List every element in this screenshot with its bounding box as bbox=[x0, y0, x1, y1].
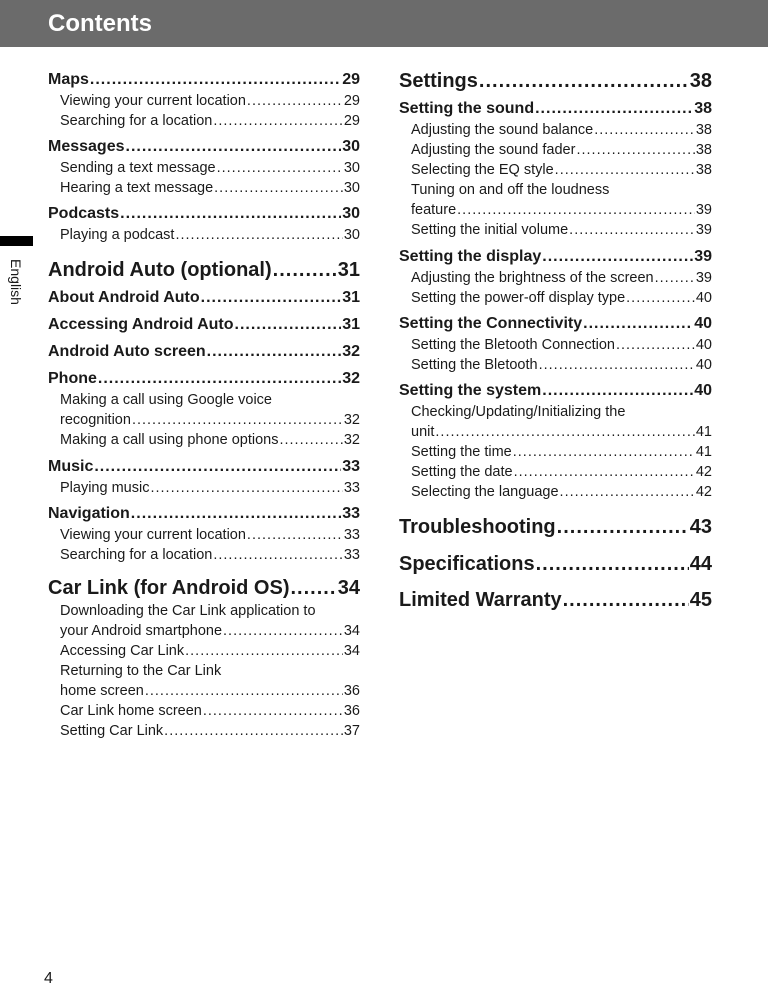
toc-entry-phone-voice-line1: Making a call using Google voice bbox=[60, 392, 272, 408]
toc-entry-display-brightness[interactable]: Adjusting the brightness of the screen ..... 39 bbox=[399, 268, 712, 288]
toc-entry-phone[interactable]: Phone ..... 32 bbox=[48, 369, 360, 389]
toc-entry-podcasts-playing[interactable]: Playing a podcast ..... 30 bbox=[48, 225, 360, 245]
page-title: Contents bbox=[48, 10, 152, 37]
toc-section-limited-warranty[interactable]: Limited Warranty ..... 45 bbox=[399, 587, 712, 613]
toc-entry-messages[interactable]: Messages ..... 30 bbox=[48, 137, 360, 157]
toc-section-car-link[interactable]: Car Link (for Android OS) ..... 34 bbox=[48, 575, 360, 601]
toc-entry-system-unit[interactable]: unit ..... 41 bbox=[399, 422, 712, 442]
toc-entry-carlink-returning[interactable]: home screen ..... 36 bbox=[48, 681, 360, 701]
toc-entry-maps-searching-location[interactable]: Searching for a location ..... 29 bbox=[48, 111, 360, 131]
toc-section-troubleshooting[interactable]: Troubleshooting ..... 43 bbox=[399, 514, 712, 540]
toc-entry-accessing-android-auto[interactable]: Accessing Android Auto ..... 31 bbox=[48, 315, 360, 335]
toc-entry-sound-eq[interactable]: Selecting the EQ style ..... 38 bbox=[399, 160, 712, 180]
toc-entry-sound-initial-volume[interactable]: Setting the initial volume ..... 39 bbox=[399, 220, 712, 240]
toc-entry-messages-sending[interactable]: Sending a text message ..... 30 bbox=[48, 158, 360, 178]
toc-entry-system-unit-line1: Checking/Updating/Initializing the bbox=[411, 404, 626, 420]
toc-entry-maps[interactable]: Maps ..... 29 bbox=[48, 70, 360, 90]
toc-entry-messages-hearing[interactable]: Hearing a text message ..... 30 bbox=[48, 178, 360, 198]
toc-entry-android-auto-screen[interactable]: Android Auto screen ..... 32 bbox=[48, 342, 360, 362]
page-header bbox=[0, 0, 768, 47]
toc-entry-phone-options[interactable]: Making a call using phone options ..... 32 bbox=[48, 430, 360, 450]
toc-entry-connectivity-bletooth[interactable]: Setting the Bletooth ..... 40 bbox=[399, 355, 712, 375]
toc-entry-sound-fader[interactable]: Adjusting the sound fader ..... 38 bbox=[399, 140, 712, 160]
toc-section-specifications[interactable]: Specifications ..... 44 bbox=[399, 551, 712, 577]
toc-entry-carlink-download[interactable]: your Android smartphone ..... 34 bbox=[48, 621, 360, 641]
toc-entry-maps-viewing-location[interactable]: Viewing your current location ..... 29 bbox=[48, 91, 360, 111]
toc-entry-carlink-home-screen[interactable]: Car Link home screen ..... 36 bbox=[48, 701, 360, 721]
toc-entry-phone-voice-recognition[interactable]: recognition ..... 32 bbox=[48, 410, 360, 430]
toc-entry-music-playing[interactable]: Playing music ..... 33 bbox=[48, 478, 360, 498]
toc-entry-sound-loudness-line1: Tuning on and off the loudness bbox=[411, 182, 610, 198]
toc-entry-carlink-download-line1: Downloading the Car Link application to bbox=[60, 603, 316, 619]
page-number: 4 bbox=[44, 970, 53, 987]
toc-entry-carlink-accessing[interactable]: Accessing Car Link ..... 34 bbox=[48, 641, 360, 661]
toc-entry-navigation-viewing-location[interactable]: Viewing your current location ..... 33 bbox=[48, 525, 360, 545]
toc-entry-display-power-off[interactable]: Setting the power-off display type ..... 40 bbox=[399, 288, 712, 308]
toc-entry-navigation-searching-location[interactable]: Searching for a location ..... 33 bbox=[48, 545, 360, 565]
toc-entry-setting-sound[interactable]: Setting the sound ..... 38 bbox=[399, 99, 712, 119]
toc-entry-sound-balance[interactable]: Adjusting the sound balance ..... 38 bbox=[399, 120, 712, 140]
language-side-label: English bbox=[8, 259, 24, 305]
toc-entry-navigation[interactable]: Navigation ..... 33 bbox=[48, 504, 360, 524]
toc-section-settings[interactable]: Settings ..... 38 bbox=[399, 68, 712, 94]
toc-entry-setting-connectivity[interactable]: Setting the Connectivity ..... 40 bbox=[399, 314, 712, 334]
toc-entry-podcasts[interactable]: Podcasts ..... 30 bbox=[48, 204, 360, 224]
toc-entry-sound-loudness[interactable]: feature ..... 39 bbox=[399, 200, 712, 220]
toc-entry-about-android-auto[interactable]: About Android Auto ..... 31 bbox=[48, 288, 360, 308]
toc-entry-system-date[interactable]: Setting the date ..... 42 bbox=[399, 462, 712, 482]
toc-entry-system-language[interactable]: Selecting the language ..... 42 bbox=[399, 482, 712, 502]
toc-entry-music[interactable]: Music ..... 33 bbox=[48, 457, 360, 477]
toc-entry-setting-system[interactable]: Setting the system ..... 40 bbox=[399, 381, 712, 401]
toc-section-android-auto[interactable]: Android Auto (optional) ..... 31 bbox=[48, 257, 360, 283]
toc-entry-system-time[interactable]: Setting the time ..... 41 bbox=[399, 442, 712, 462]
toc-entry-carlink-setting[interactable]: Setting Car Link ..... 37 bbox=[48, 721, 360, 741]
toc-entry-setting-display[interactable]: Setting the display ..... 39 bbox=[399, 247, 712, 267]
toc-entry-carlink-returning-line1: Returning to the Car Link bbox=[60, 663, 222, 679]
toc-entry-connectivity-bletooth-connection[interactable]: Setting the Bletooth Connection ..... 40 bbox=[399, 335, 712, 355]
